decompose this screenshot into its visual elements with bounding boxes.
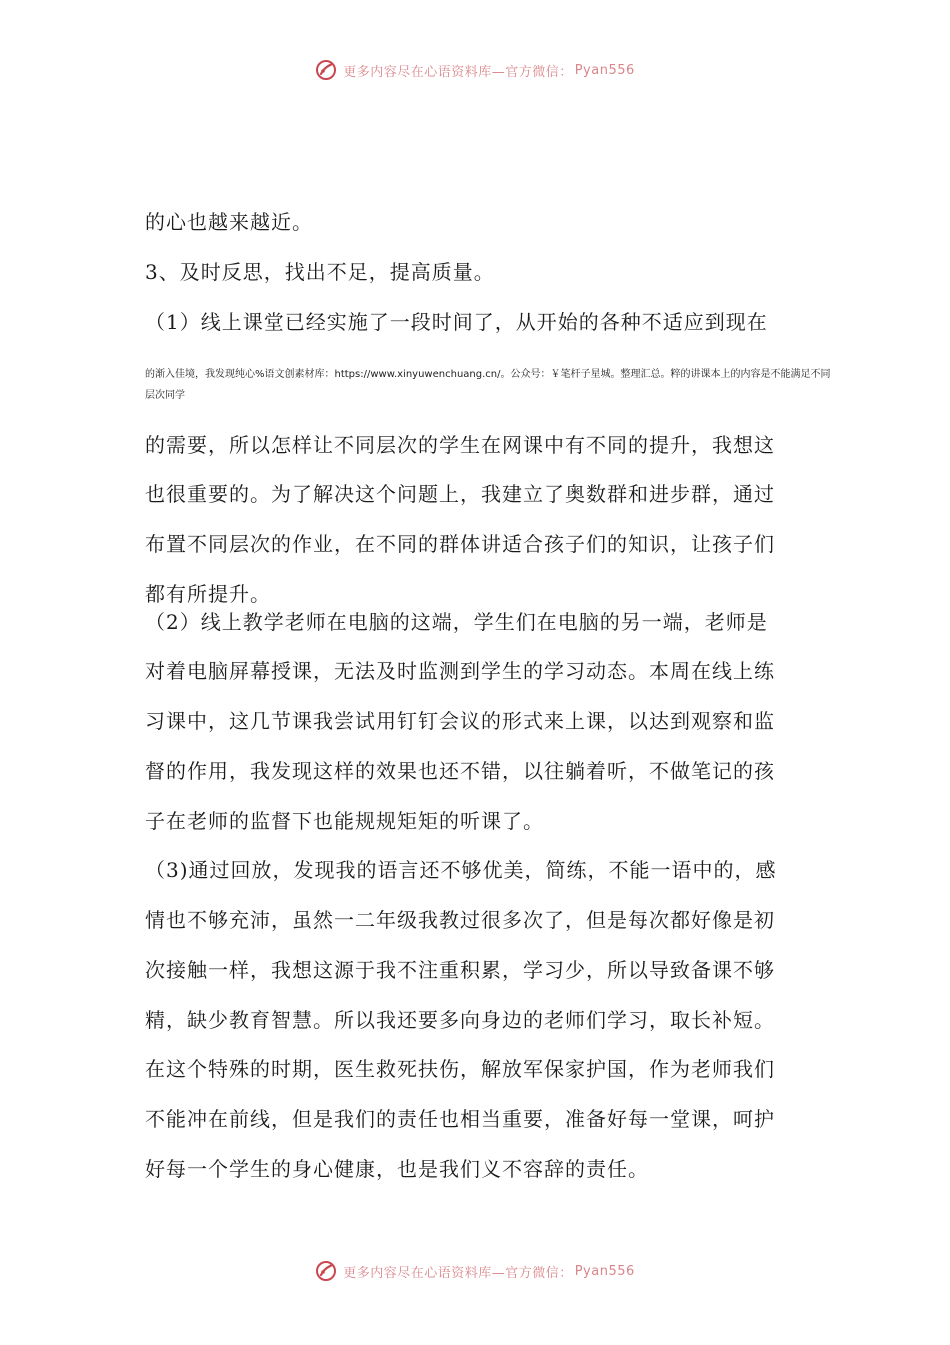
text-line: 都有所提升。 <box>145 582 271 606</box>
text-line: 也很重要的。为了解决这个问题上，我建立了奥数群和进步群，通过 <box>145 482 775 506</box>
header-banner-text: 更多内容尽在心语资料库—官方微信： <box>343 64 573 80</box>
header-banner <box>0 56 950 84</box>
header-wechat-id: Pyan556 <box>574 62 635 78</box>
text-line: 的需要，所以怎样让不同层次的学生在网课中有不同的提升，我想这 <box>145 433 775 457</box>
text-line: 的心也越来越近。 <box>145 210 313 234</box>
footer-banner-text: 更多内容尽在心语资料库—官方微信： <box>343 1265 573 1281</box>
text-line: 子在老师的监督下也能规规矩矩的听课了。 <box>145 809 544 833</box>
text-line: 督的作用，我发现这样的效果也还不错，以往躺着听，不做笔记的孩 <box>145 759 775 783</box>
text-line: 精，缺少教育智慧。所以我还要多向身边的老师们学习，取长补短。 <box>145 1008 775 1032</box>
text-line: （2）线上教学老师在电脑的这端，学生们在电脑的另一端，老师是 <box>145 610 768 634</box>
brush-logo-icon <box>315 1260 337 1282</box>
small-text-line: 层次同学 <box>145 390 185 401</box>
small-text-line: 的渐入佳境，我发现纯心%语文创素材库：https://www.xinyuwenchuang.cn/。公众号：￥笔杆子星城。整理汇总。粹的讲课本上的内容是不能满足不同 <box>145 369 831 380</box>
text-line: 不能冲在前线，但是我们的责任也相当重要，准备好每一堂课，呵护 <box>145 1107 775 1131</box>
text-line: 次接触一样，我想这源于我不注重积累，学习少，所以导致备课不够 <box>145 958 775 982</box>
brush-logo-icon <box>315 59 337 81</box>
footer-wechat-id: Pyan556 <box>574 1263 635 1279</box>
text-line: （3)通过回放，发现我的语言还不够优美，简练，不能一语中的，感 <box>145 858 777 882</box>
text-line: 情也不够充沛，虽然一二年级我教过很多次了，但是每次都好像是初 <box>145 908 775 932</box>
text-line: 布置不同层次的作业，在不同的群体讲适合孩子们的知识，让孩子们 <box>145 532 775 556</box>
footer-banner <box>0 1257 950 1285</box>
text-line: （1）线上课堂已经实施了一段时间了，从开始的各种不适应到现在 <box>145 310 768 334</box>
text-line: 习课中，这几节课我尝试用钉钉会议的形式来上课，以达到观察和监 <box>145 709 775 733</box>
text-line: 在这个特殊的时期，医生救死扶伤，解放军保家护国，作为老师我们 <box>145 1057 775 1081</box>
text-line: 好每一个学生的身心健康，也是我们义不容辞的责任。 <box>145 1157 649 1181</box>
text-line: 对着电脑屏幕授课，无法及时监测到学生的学习动态。本周在线上练 <box>145 659 775 683</box>
section-heading: 3、及时反思，找出不足，提高质量。 <box>145 260 495 284</box>
